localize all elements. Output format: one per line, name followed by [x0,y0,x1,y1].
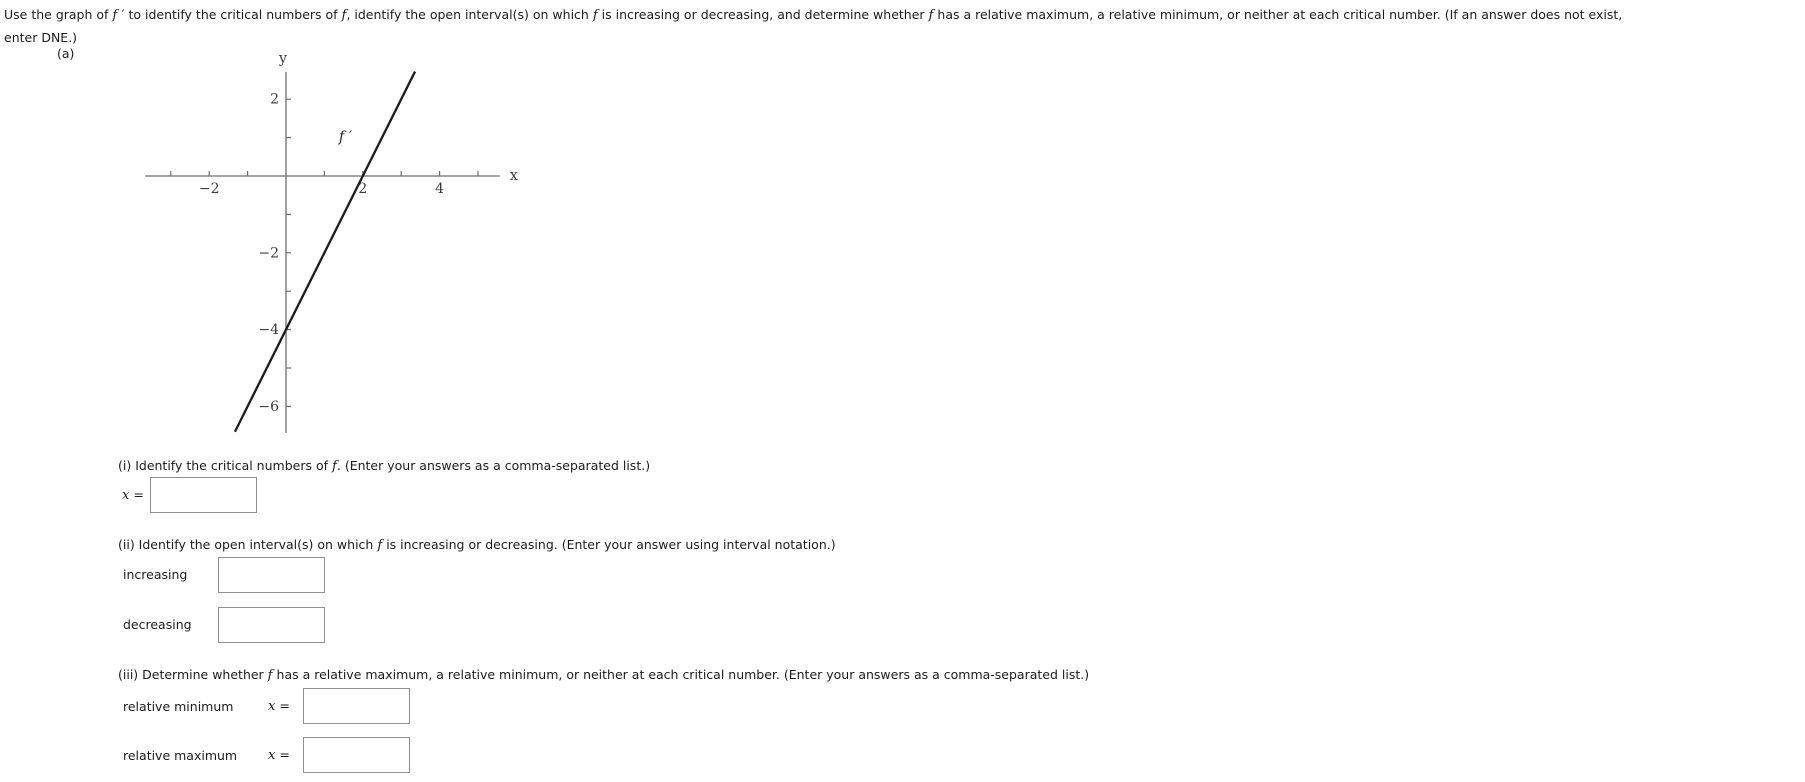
svg-text:2: 2 [358,181,368,197]
decreasing-interval-input[interactable] [218,607,325,643]
question-ii-prompt: (ii) Identify the open interval(s) on which f is increasing or decreasing. (Enter your answer using interval notation.) [118,537,836,553]
svg-text:f ′: f ′ [338,129,353,146]
relative-maximum-label: relative maximum [123,747,238,763]
question-i-answer-row [122,476,257,513]
increasing-interval-input[interactable] [218,557,325,593]
increasing-row [123,556,325,593]
svg-text:4: 4 [435,181,445,197]
question-i-prompt: (i) Identify the critical numbers of f. (Enter your answers as a comma-separated list.) [118,458,651,474]
critical-numbers-input[interactable] [150,477,257,513]
svg-text:2: 2 [270,91,279,108]
fprime-graph [110,40,535,448]
svg-text:−2: −2 [258,245,279,262]
svg-text:−2: −2 [198,181,220,197]
decreasing-label: decreasing [123,617,192,632]
problem-statement-line2: enter DNE.) [4,30,78,45]
part-a-label: (a) [57,46,75,61]
relative-minimum-eq-label: x = [268,698,290,714]
problem-statement-line1: Use the graph of f ′ to identify the critical numbers of f, identify the open interval(s) on which f is increasing or decreasing, and determine whether f has a relative maximum, a relative minimum, or neither at each critical number. (If an answer does not exist, [4,7,1623,23]
relative-minimum-label: relative minimum [123,698,234,714]
svg-text:x: x [509,168,518,184]
relative-maximum-input[interactable] [303,737,410,773]
svg-text:−4: −4 [258,322,279,339]
relative-minimum-row [123,688,410,724]
relative-maximum-eq-label: x = [268,747,290,763]
question-iii-prompt: (iii) Determine whether f has a relative maximum, a relative minimum, or neither at each critical number. (Enter your answers as a comma-separated list.) [118,667,1090,683]
increasing-label: increasing [123,567,188,582]
relative-maximum-row [123,737,410,773]
decreasing-row [123,606,325,643]
relative-minimum-input[interactable] [303,688,410,724]
fprime-graph-svg [110,40,535,448]
critical-numbers-eq-label: x = [122,486,144,503]
svg-text:y: y [278,50,288,67]
svg-text:−6: −6 [258,398,279,415]
